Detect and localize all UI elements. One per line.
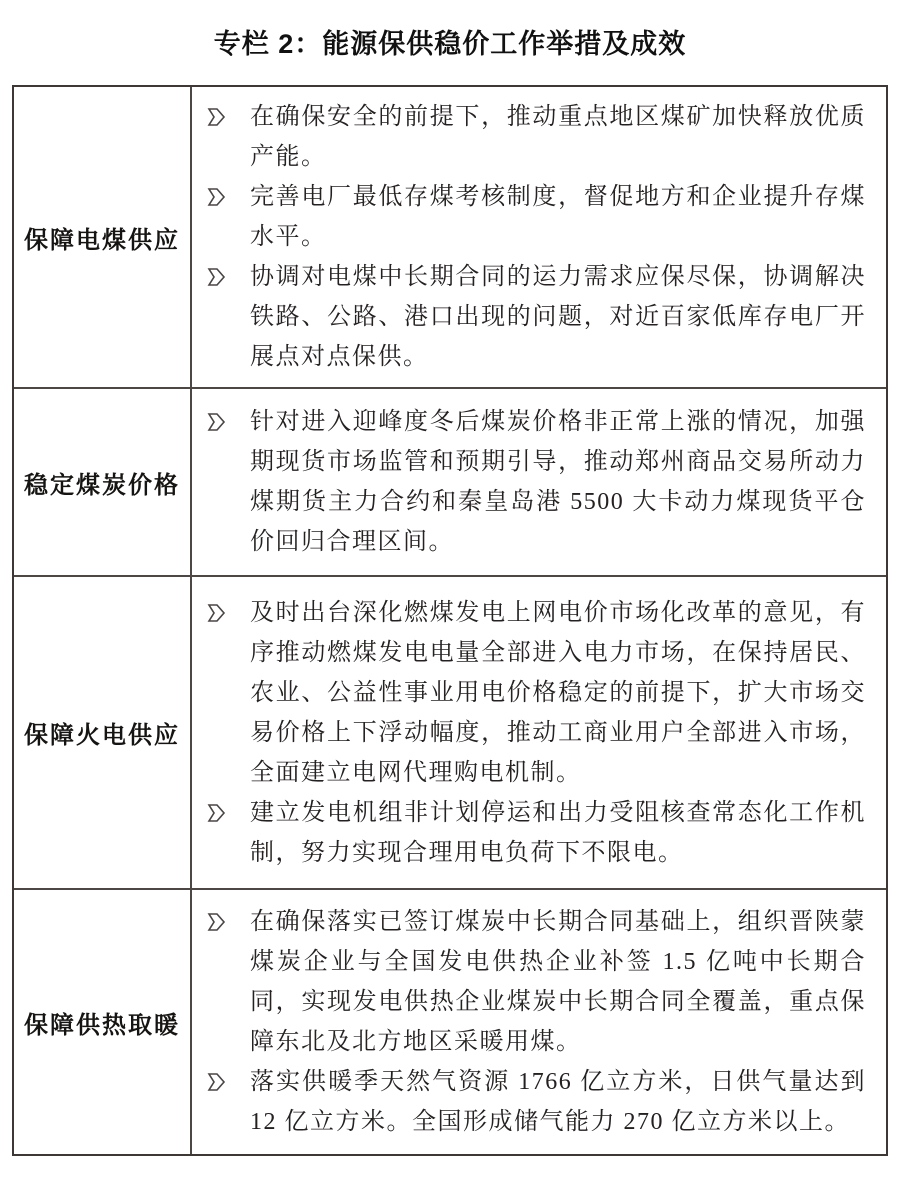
- item-text: 建立发电机组非计划停运和出力受阻核查常态化工作机制，努力实现合理用电负荷下不限电。: [250, 799, 866, 866]
- pentagon-arrow-icon: [207, 1071, 226, 1093]
- row-label: 保障火电供应: [14, 577, 192, 888]
- pentagon-arrow-icon: [207, 411, 226, 433]
- list-item: [192, 902, 878, 1062]
- table-row: [14, 87, 886, 387]
- item-text: 及时出台深化燃煤发电上网电价市场化改革的意见，有序推动燃煤发电电量全部进入电力市场，在保持居民、农业、公益性事业用电价格稳定的前提下，扩大市场交易价格上下浮动幅度，推动工商业用户全部进入市场，全面建立电网代理购电机制。: [250, 599, 866, 786]
- pentagon-arrow-icon: [207, 106, 226, 128]
- row-label: 保障供热取暖: [14, 890, 192, 1154]
- list-item: [192, 793, 878, 873]
- pentagon-arrow-icon: [207, 602, 226, 624]
- list-item: [192, 97, 878, 177]
- pentagon-arrow-icon: [207, 266, 226, 288]
- measures-table: [12, 85, 888, 1156]
- table-row: [14, 387, 886, 575]
- row-label: 保障电煤供应: [14, 87, 192, 387]
- list-item: [192, 257, 878, 377]
- row-content: [192, 87, 886, 387]
- item-text: 针对进入迎峰度冬后煤炭价格非正常上涨的情况，加强期现货市场监管和预期引导，推动郑州商品交易所动力煤期货主力合约和秦皇岛港 5500 大卡动力煤现货平仓价回归合理区间。: [250, 409, 866, 555]
- table-row: [14, 575, 886, 888]
- pentagon-arrow-icon: [207, 186, 226, 208]
- list-item: [192, 402, 878, 562]
- item-text: 协调对电煤中长期合同的运力需求应保尽保，协调解决铁路、公路、港口出现的问题，对近百家低库存电厂开展点对点保供。: [250, 264, 866, 370]
- row-content: [192, 890, 886, 1154]
- item-text: 在确保落实已签订煤炭中长期合同基础上，组织晋陕蒙煤炭企业与全国发电供热企业补签 1.5 亿吨中长期合同，实现发电供热企业煤炭中长期合同全覆盖，重点保障东北及北方地区采暖用煤。: [250, 909, 866, 1055]
- page-title: 专栏 2：能源保供稳价工作举措及成效: [213, 29, 687, 59]
- table-body: [14, 87, 886, 1154]
- item-text: 在确保安全的前提下，推动重点地区煤矿加快释放优质产能。: [250, 104, 866, 170]
- table-row: [14, 888, 886, 1154]
- pentagon-arrow-icon: [207, 802, 226, 824]
- list-item: [192, 593, 878, 793]
- pentagon-arrow-icon: [207, 911, 226, 933]
- item-text: 完善电厂最低存煤考核制度，督促地方和企业提升存煤水平。: [250, 184, 866, 250]
- list-item: [192, 1062, 878, 1142]
- row-label: 稳定煤炭价格: [14, 389, 192, 575]
- item-text: 落实供暖季天然气资源 1766 亿立方米，日供气量达到 12 亿立方米。全国形成储气能力 270 亿立方米以上。: [250, 1069, 866, 1135]
- list-item: [192, 177, 878, 257]
- row-content: [192, 389, 886, 575]
- row-content: [192, 577, 886, 888]
